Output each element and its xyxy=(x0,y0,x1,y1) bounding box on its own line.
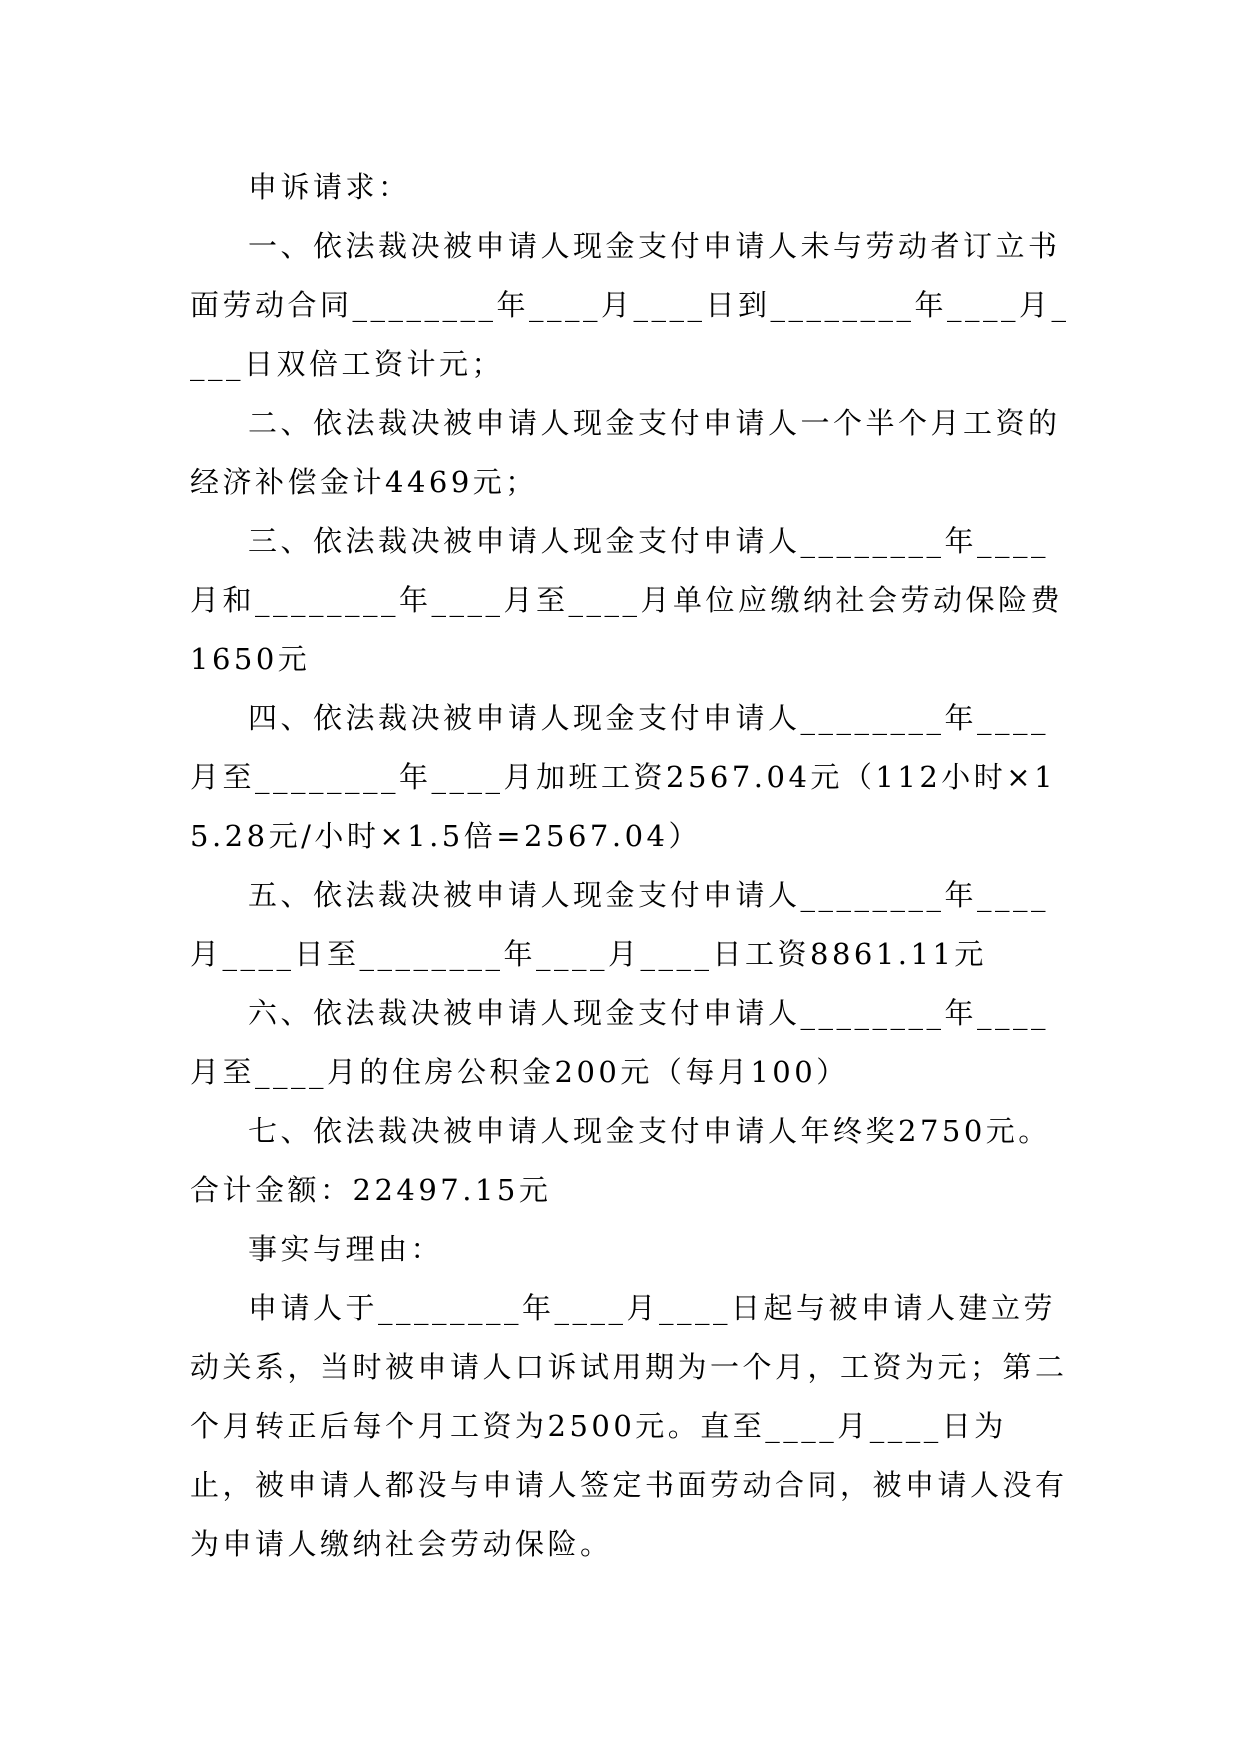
claim-item-6: 六、依法裁决被申请人现金支付申请人________年____月至____月的住房公积金200元（每月100） xyxy=(190,996,1050,1089)
claim-item-2: 二、依法裁决被申请人现金支付申请人一个半个月工资的经济补偿金计4469元； xyxy=(190,406,1061,499)
claim-item-1: 一、依法裁决被申请人现金支付申请人未与劳动者订立书面劳动合同________年____月____日到________年____月____日双倍工资计元； xyxy=(190,229,1070,381)
claim-item-3: 三、依法裁决被申请人现金支付申请人________年____月和________年____月至____月单位应缴纳社会劳动保险费1650元 xyxy=(190,524,1064,676)
claim-item-4: 四、依法裁决被申请人现金支付申请人________年____月至________年____月加班工资2567.04元（112小时×15.28元/小时×1.5倍=2567.04） xyxy=(190,701,1057,853)
facts-paragraph: 申请人于________年____月____日起与被申请人建立劳动关系，当时被申请人口诉试用期为一个月，工资为元；第二个月转正后每个月工资为2500元。直至____月____日为止，被申请人都没与申请人签定书面劳动合同，被申请人没有为申请人缴纳社会劳动保险。 xyxy=(190,1291,1068,1561)
claim-item-7: 七、依法裁决被申请人现金支付申请人年终奖2750元。合计金额：22497.15元 xyxy=(190,1114,1051,1207)
claim-item-5: 五、依法裁决被申请人现金支付申请人________年____月____日至________年____月____日工资8861.11元 xyxy=(190,878,1050,971)
section-heading-facts: 事实与理由： xyxy=(248,1232,444,1266)
section-heading-claims: 申诉请求： xyxy=(248,170,411,204)
document-body xyxy=(190,158,1070,1574)
